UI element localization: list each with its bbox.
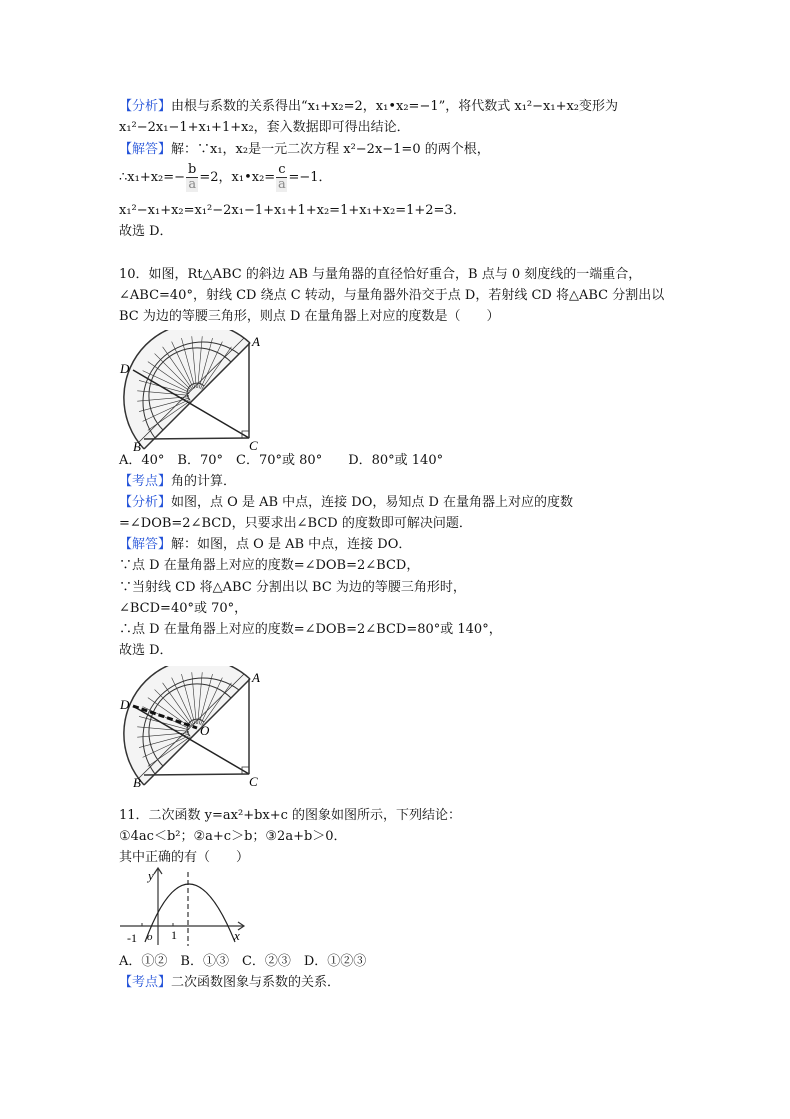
text: 角的计算． [171,474,237,489]
q10-analysis-line1 [119,495,573,511]
text: ∴x₁+x₂=− [119,170,186,185]
label-a: A [252,670,260,685]
q11-point-line [119,975,340,991]
label-minus1: -1 [127,931,137,945]
fraction-c-over-a [276,163,287,192]
label-c: C [249,774,258,788]
label-c: C [249,438,258,452]
text: =2，x₁•x₂= [199,170,276,185]
answer-tag: 【解答】 [119,142,172,157]
fraction-b-over-a [186,163,198,192]
denominator: a [186,178,198,192]
analysis-tag: 【分析】 [119,99,172,114]
q10-answer-line6: 故选 D． [119,643,173,658]
q9-analysis-line1 [119,99,618,115]
text: =−1． [288,170,332,185]
label-d: D [120,361,130,376]
analysis-tag: 【分析】 [119,495,172,510]
text: 解：∵x₁，x₂是一元二次方程 x²−2x−1=0 的两个根， [171,142,490,157]
q9-answer-line2 [119,163,332,192]
parabola-graph [118,866,246,946]
label-1: 1 [171,928,177,942]
q10-stem-line1: 10．如图，Rt△ABC 的斜边 AB 与量角器的直径恰好重合，B 点与 0 刻度线的一端重合， [119,267,642,282]
denominator: a [277,177,286,192]
label-b: B [133,439,141,452]
q10-answer-line4: ∠BCD=40°或 70°， [119,601,248,616]
answer-tag: 【解答】 [119,537,172,552]
protractor-figure-1 [118,330,268,452]
q10-answer-line1 [119,537,411,553]
q11-options: A．①② B．①③ C．②③ D．①②③ [119,954,367,969]
label-y: y [148,868,154,883]
label-d: D [120,697,130,712]
point-tag: 【考点】 [119,975,172,990]
text: 如图，点 O 是 AB 中点，连接 DO，易知点 D 在量角器上对应的度数 [171,495,574,510]
text: 由根与系数的关系得出“x₁+x₂=2，x₁•x₂=−1”，将代数式 x₁²−x₁+x₂变形为 [171,99,619,114]
q10-options: A．40° B．70° C．70°或 80° D．80°或 140° [119,453,444,468]
q9-analysis-line2: x₁²−2x₁−1+x₁+1+x₂，套入数据即可得出结论． [119,120,410,135]
q10-answer-line5: ∴点 D 在量角器上对应的度数=∠DOB=2∠BCD=80°或 140°， [119,622,502,637]
q11-stem-line2: ①4ac＜b²；②a+c＞b；③2a+b＞0． [119,829,347,844]
label-origin: o [147,931,153,943]
numerator: c [278,162,286,177]
q10-stem-line2: ∠ABC=40°，射线 CD 绕点 C 转动，与量角器外沿交于点 D，若射线 CD 将△ABC 分割出以 [119,288,665,303]
q10-answer-line3: ∵当射线 CD 将△ABC 分割出以 BC 为边的等腰三角形时， [119,580,466,595]
text: 解：如图，点 O 是 AB 中点，连接 DO． [171,537,412,552]
side-bc [144,774,249,775]
protractor-figure-2 [118,666,268,788]
label-o: O [200,723,210,738]
q11-stem-line1: 11．二次函数 y=ax²+bx+c 的图象如图所示，下列结论： [119,808,462,823]
q9-answer-line3: x₁²−x₁+x₂=x₁²−2x₁−1+x₁+1+x₂=1+x₁+x₂=1+2=3． [119,203,466,218]
numerator: b [188,162,197,177]
label-a: A [252,334,260,349]
label-b: B [133,775,141,788]
point-tag: 【考点】 [119,474,172,489]
q11-stem-line3: 其中正确的有（ ） [119,850,250,865]
q10-stem-line3: BC 为边的等腰三角形，则点 D 在量角器上对应的度数是（ ） [119,309,500,324]
q9-answer-line4: 故选 D． [119,224,173,239]
q10-answer-line2: ∵点 D 在量角器上对应的度数=∠DOB=2∠BCD， [119,558,420,573]
q9-answer-line1 [119,142,490,158]
text: 二次函数图象与系数的关系． [171,975,341,990]
q10-analysis-line2: =∠DOB=2∠BCD，只要求出∠BCD 的度数即可解决问题． [119,516,472,531]
q10-point-line [119,474,236,490]
label-x: x [234,928,240,943]
protractor [124,330,250,449]
side-bc [144,438,249,439]
